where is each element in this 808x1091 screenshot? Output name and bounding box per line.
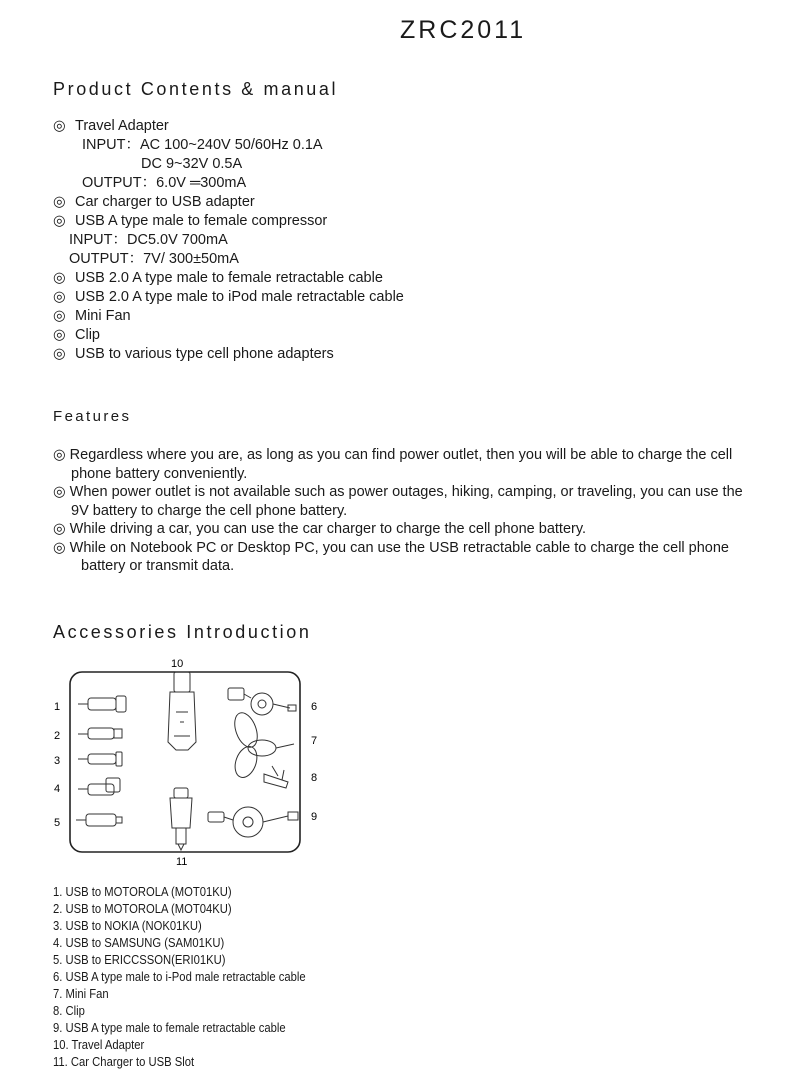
accessory-item: 11. Car Charger to USB Slot (53, 1055, 195, 1069)
bullet-icon: ◎ (53, 327, 66, 343)
accessory-item: 6. USB A type male to i-Pod male retractable cable (53, 970, 306, 984)
contents-line (53, 345, 404, 364)
tray-outline (70, 672, 300, 852)
feature-line: ◎ While on Notebook PC or Desktop PC, you can use the USB retractable cable to charge the cell phone (53, 539, 729, 556)
label-4: 4 (54, 783, 61, 795)
feature-item (53, 539, 743, 576)
label-9: 9 (311, 811, 318, 823)
feature-line: ◎ Regardless where you are, as long as you can find power outlet, then you will be able to charge the cell (53, 447, 733, 463)
accessory-item: 3. USB to NOKIA (NOK01KU) (53, 919, 202, 933)
car-charger-drawing (170, 788, 192, 850)
feature-line-continued: phone battery conveniently. (71, 465, 248, 482)
contents-line (53, 174, 404, 193)
accessory-item: 1. USB to MOTOROLA (MOT01KU) (53, 885, 232, 899)
accessories-heading: Accessories Introduction (53, 622, 312, 642)
contents-line (53, 250, 404, 269)
contents-line-text: USB A type male to female compressor (75, 213, 328, 229)
clip-drawing (264, 766, 288, 788)
contents-line (53, 117, 404, 136)
contents-line (53, 136, 404, 155)
features-list (53, 446, 743, 576)
accessory-item: 2. USB to MOTOROLA (MOT04KU) (53, 902, 232, 916)
bullet-icon: ◎ (53, 308, 66, 324)
contents-line-text: Car charger to USB adapter (75, 194, 255, 210)
label-7: 7 (311, 735, 318, 747)
feature-item (53, 483, 743, 520)
feature-line-continued: 9V battery to charge the cell phone battery. (71, 502, 348, 519)
label-2: 2 (54, 730, 61, 742)
contents-line-text: INPUT：DC5.0V 700mA (69, 232, 228, 248)
label-11: 11 (176, 856, 188, 868)
accessories-figure (50, 652, 340, 874)
bullet-icon: ◎ (53, 118, 66, 134)
contents-line (53, 326, 404, 345)
contents-line-text: OUTPUT：6.0V ═300mA (82, 175, 247, 191)
mini-fan-drawing (230, 710, 294, 781)
contents-line (53, 288, 404, 307)
contents-line (53, 193, 404, 212)
contents-line (53, 307, 404, 326)
accessory-item: 9. USB A type male to female retractable cable (53, 1021, 286, 1035)
accessory-item: 7. Mini Fan (53, 987, 109, 1001)
label-8: 8 (311, 772, 318, 784)
contents-line-text: INPUT：AC 100~240V 50/60Hz 0.1A (82, 137, 323, 153)
contents-line-text: USB 2.0 A type male to female retractable cable (75, 270, 383, 286)
accessory-item: 4. USB to SAMSUNG (SAM01KU) (53, 936, 225, 950)
bullet-icon: ◎ (53, 289, 66, 305)
feature-item (53, 520, 743, 539)
phone-adapters-drawing (76, 696, 126, 826)
contents-line-text: Clip (75, 327, 100, 343)
ipod-cable-drawing (228, 688, 296, 715)
contents-line (53, 155, 404, 174)
model-title: ZRC2011 (400, 16, 527, 44)
bullet-icon: ◎ (53, 346, 66, 362)
contents-list (53, 117, 404, 364)
contents-line (53, 231, 404, 250)
contents-line-text: Mini Fan (75, 308, 131, 324)
contents-heading: Product Contents & manual (53, 79, 339, 99)
contents-line-text: OUTPUT：7V/ 300±50mA (69, 251, 239, 267)
features-heading: Features (53, 408, 132, 425)
label-5: 5 (54, 817, 61, 829)
accessories-list (53, 884, 306, 1071)
bullet-icon: ◎ (53, 194, 66, 210)
accessory-item: 5. USB to ERICCSSON(ERI01KU) (53, 953, 226, 967)
contents-line-text: USB 2.0 A type male to iPod male retractable cable (75, 289, 404, 305)
label-10: 10 (171, 658, 184, 670)
feature-item (53, 446, 743, 483)
contents-line (53, 269, 404, 288)
accessory-item: 10. Travel Adapter (53, 1038, 145, 1052)
contents-line-text: Travel Adapter (75, 118, 169, 134)
label-3: 3 (54, 755, 61, 767)
accessory-item: 8. Clip (53, 1004, 85, 1018)
contents-line (53, 212, 404, 231)
contents-line-text: USB to various type cell phone adapters (75, 346, 334, 362)
bullet-icon: ◎ (53, 213, 66, 229)
bullet-icon: ◎ (53, 270, 66, 286)
label-1: 1 (54, 701, 61, 713)
contents-line-text: DC 9~32V 0.5A (141, 156, 243, 172)
feature-line: ◎ When power outlet is not available such as power outages, hiking, camping, or traveling, you can use the (53, 484, 743, 500)
feature-line-continued: battery or transmit data. (81, 558, 235, 574)
feature-line: ◎ While driving a car, you can use the car charger to charge the cell phone battery. (53, 521, 587, 537)
usb-cable-drawing (208, 807, 298, 837)
label-6: 6 (311, 701, 318, 713)
travel-adapter-drawing (168, 672, 196, 750)
